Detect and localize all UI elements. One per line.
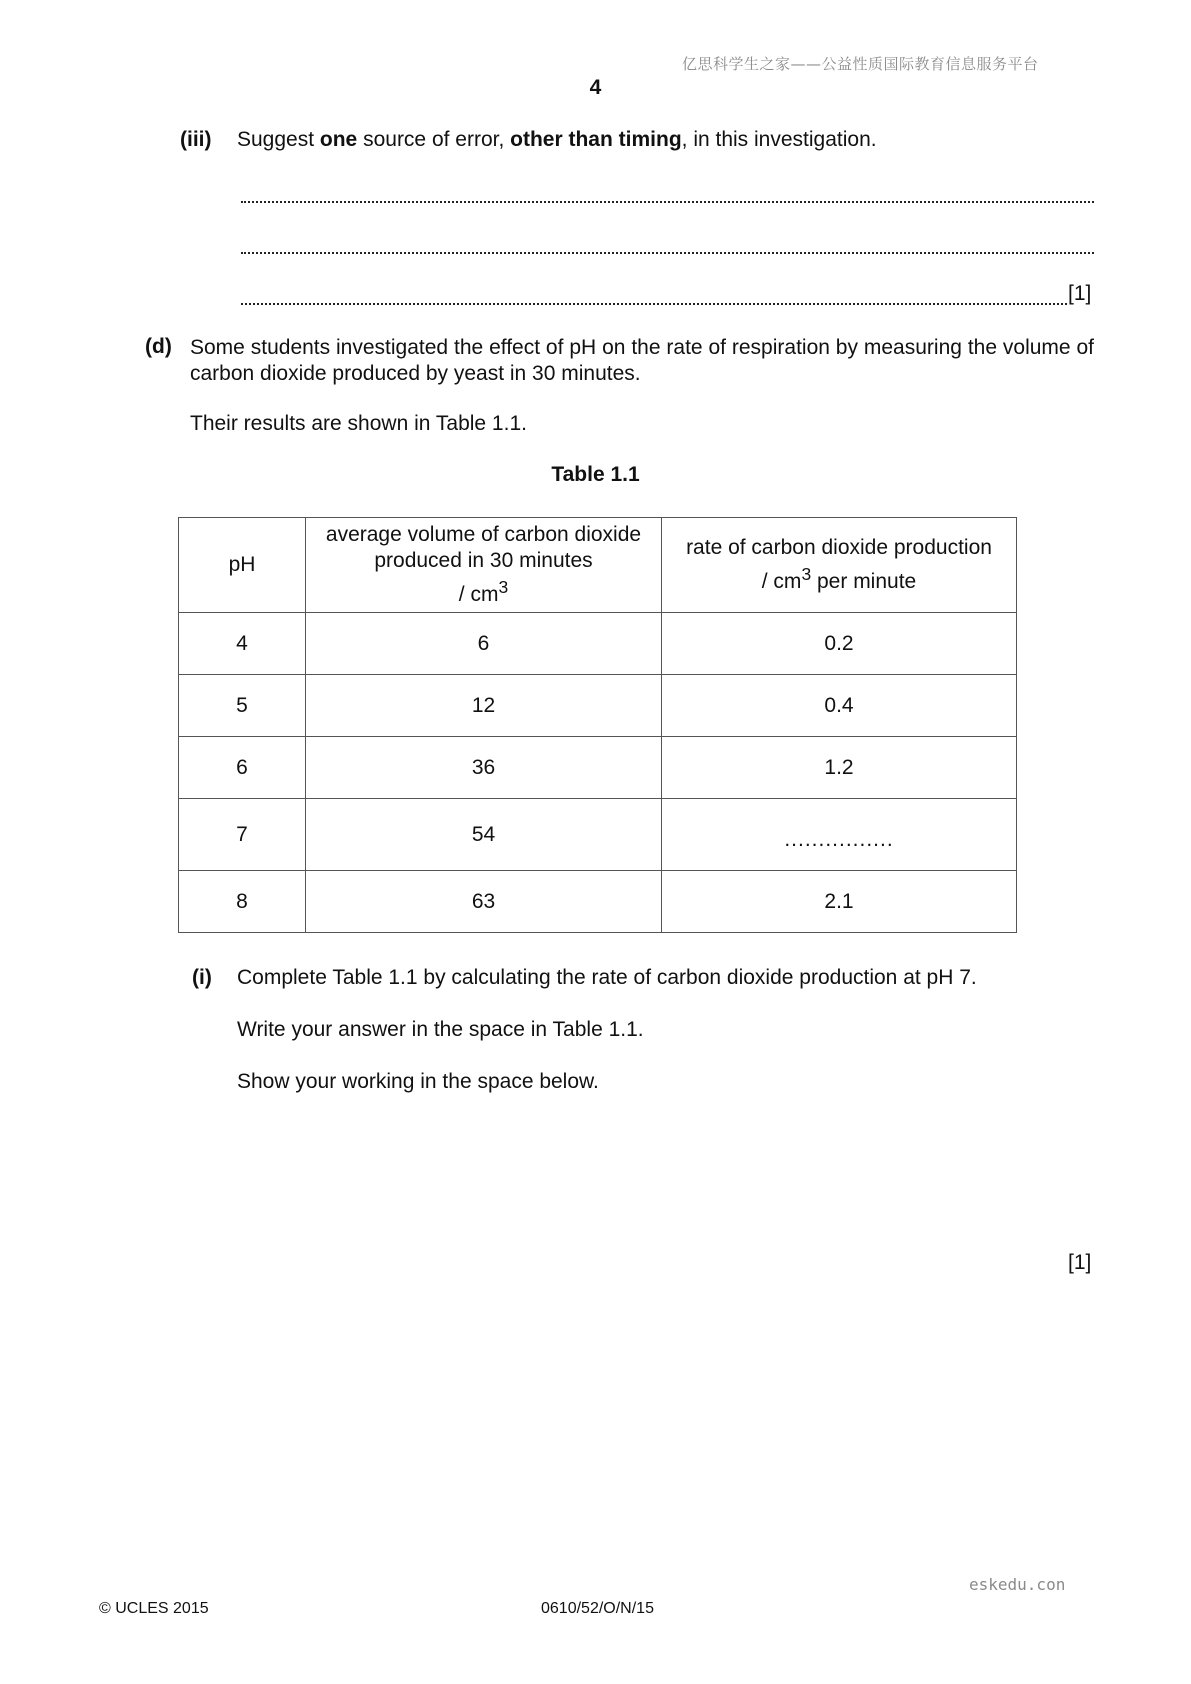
cell-rate: 0.2 [662, 613, 1017, 675]
table-row [179, 737, 1017, 799]
question-iii-text-part3: , in this investigation. [681, 128, 877, 151]
cell-ph: 5 [179, 675, 306, 737]
cell-volume: 12 [306, 675, 662, 737]
question-i-line3: Show your working in the space below. [237, 1070, 599, 1093]
cell-volume: 6 [306, 613, 662, 675]
question-d-intro: Some students investigated the effect of pH on the rate of respiration by measuring the volume of carbon dioxide produced by yeast in 30 minutes. [190, 336, 1094, 385]
question-i-line1: Complete Table 1.1 by calculating the rate of carbon dioxide production at pH 7. [237, 966, 977, 989]
header-rate-unit-sup: 3 [801, 564, 812, 584]
cell-volume: 36 [306, 737, 662, 799]
page-number: 4 [589, 76, 602, 99]
table-header-row [179, 518, 1017, 613]
question-iii-text [237, 128, 877, 152]
header-rate-unit [662, 561, 1016, 595]
question-iii-bold-one: one [319, 128, 358, 151]
answer-line-1[interactable] [241, 175, 1094, 203]
cell-rate: 1.2 [662, 737, 1017, 799]
header-volume [306, 518, 662, 613]
header-rate [662, 518, 1017, 613]
cell-rate: 0.4 [662, 675, 1017, 737]
table-row [179, 799, 1017, 871]
question-label-iii: (iii) [180, 128, 212, 151]
question-iii-bold-other-than-timing: other than timing [510, 128, 682, 151]
cell-rate: 2.1 [662, 871, 1017, 933]
question-d-results-text: Their results are shown in Table 1.1. [190, 412, 527, 435]
question-label-i: (i) [192, 966, 212, 989]
mark-iii: [1] [1068, 282, 1092, 305]
footer-code: 0610/52/O/N/15 [541, 1600, 654, 1617]
cell-ph: 4 [179, 613, 306, 675]
cell-volume: 63 [306, 871, 662, 933]
header-ph: pH [179, 518, 306, 613]
table-row [179, 675, 1017, 737]
mark-i: [1] [1068, 1251, 1092, 1274]
results-table [178, 517, 1017, 933]
cell-ph: 8 [179, 871, 306, 933]
table-row [179, 871, 1017, 933]
cell-rate-answer-space[interactable]: ................ [662, 799, 1017, 871]
question-iii-text-part1: Suggest [237, 128, 320, 151]
header-volume-unit [306, 574, 661, 608]
table-title: Table 1.1 [551, 463, 640, 486]
cell-ph: 6 [179, 737, 306, 799]
header-rate-unit-pre: / cm [761, 570, 802, 593]
header-volume-line1: average volume of carbon dioxide [325, 523, 642, 546]
header-volume-unit-sup: 3 [498, 577, 509, 597]
answer-line-2[interactable] [241, 226, 1094, 254]
footer-copyright: © UCLES 2015 [99, 1600, 209, 1617]
cell-ph: 7 [179, 799, 306, 871]
question-iii-text-part2: source of error, [357, 128, 511, 151]
question-i-line2: Write your answer in the space in Table 1.1. [237, 1018, 644, 1041]
working-space[interactable] [237, 1100, 1094, 1250]
answer-line-3[interactable] [241, 277, 1067, 305]
watermark-bottom: eskedu.con [969, 1575, 1066, 1594]
table-row [179, 613, 1017, 675]
cell-volume: 54 [306, 799, 662, 871]
header-rate-unit-post: per minute [811, 570, 917, 593]
question-label-d: (d) [145, 335, 172, 358]
header-rate-line1: rate of carbon dioxide production [686, 536, 992, 559]
header-volume-unit-text: / cm [458, 583, 499, 606]
header-volume-line2: produced in 30 minutes [374, 549, 593, 572]
watermark-top: 亿思科学生之家——公益性质国际教育信息服务平台 [682, 55, 1039, 73]
